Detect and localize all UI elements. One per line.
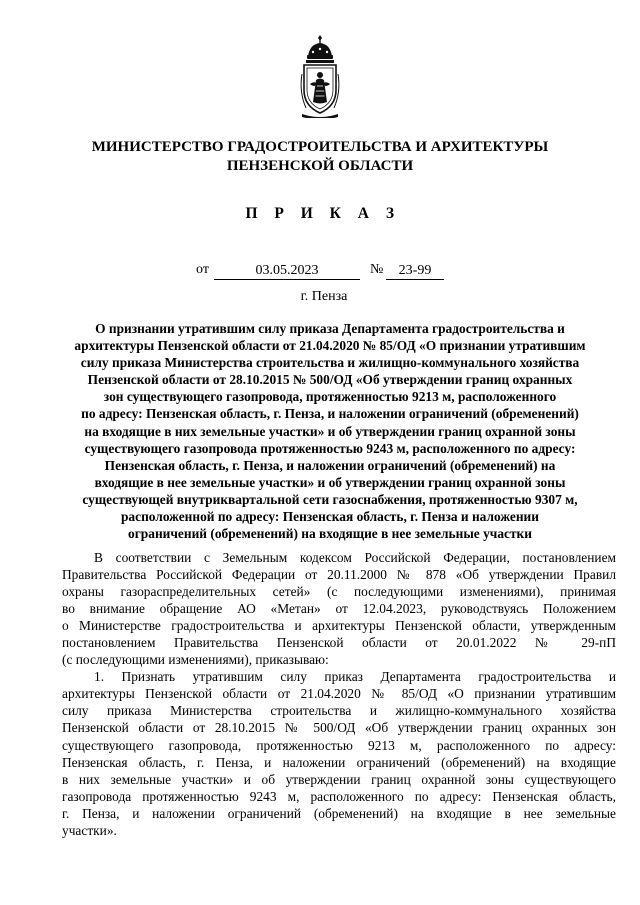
coat-of-arms-icon xyxy=(296,34,344,118)
document-date: 03.05.2023 xyxy=(214,262,360,280)
body-line: Правительства Российской Федерации от 20.11.2000 № 878 «Об утверждении Правил xyxy=(62,567,616,583)
number-prefix: № xyxy=(370,262,384,277)
title-line: зон существующего газопровода, протяженностью 9213 м, расположенного xyxy=(103,389,557,405)
body-line: в них земельные участки» и об утверждении границ охранной зоны существующего xyxy=(62,771,616,787)
title-line: расположенной по адресу: Пензенская область, г. Пенза и наложении xyxy=(120,509,539,525)
body-line: участки». xyxy=(62,822,117,838)
body-line: во внимание обращение АО «Метан» от 12.04.2023, руководствуясь Положением xyxy=(62,601,616,617)
document-number: 23-99 xyxy=(386,262,444,280)
body-line: о Министерстве градостроительства и архитектуры Пензенской области, утвержденным xyxy=(62,618,616,634)
ministry-name xyxy=(0,138,640,176)
document-body xyxy=(62,549,616,839)
document-title xyxy=(60,320,600,542)
document-type-heading: П Р И К А З xyxy=(245,205,401,222)
title-line: входящие в нее земельные участки» и об утверждении границ охранной зоны xyxy=(94,474,566,490)
title-line: на входящие в них земельные участки» и об утверждении границ охранной зоны xyxy=(84,423,576,439)
title-line: О признании утратившим силу приказа Департамента градостроительства и xyxy=(95,321,565,336)
body-line: архитектуры Пензенской области от 21.04.2020 № 85/ОД «О признании утратившим xyxy=(62,686,616,702)
title-line: существующего газопровода протяженностью 9243 м, расположенного по адресу: xyxy=(84,440,576,456)
body-line: г. Пенза, и наложении ограничений (обременений) на входящие в нее земельные xyxy=(62,805,616,821)
body-line: 1. Признать утратившим силу приказ Департамента градостроительства и xyxy=(94,669,616,685)
body-line: существующего газопровода, протяженностью 9213 м, расположенного по адресу: xyxy=(62,737,616,753)
title-line: ограничений (обременений) на входящие в нее земельные участки xyxy=(128,526,532,542)
body-line: Пензенской области от 28.10.2015 № 500/ОД «Об утверждении границ охранных зон xyxy=(62,720,616,736)
date-prefix: от xyxy=(196,262,209,277)
title-line: Пензенской области от 28.10.2015 № 500/ОД «Об утверждении границ охранных xyxy=(87,372,573,388)
title-line: архитектуры Пензенской области от 21.04.2020 № 85/ОД «О признании утратившим xyxy=(74,338,586,354)
title-line: по адресу: Пензенская область, г. Пенза, и наложении ограничений (обременений) xyxy=(81,406,579,422)
body-line: охраны газораспределительных сетей» (с последующими изменениями), принимая xyxy=(62,584,616,600)
title-line: существующей внутриквартальной сети газоснабжения, протяженностью 9307 м, xyxy=(82,491,578,507)
body-line: Пензенская область, г. Пенза, и наложении ограничений (обременений) на входящие xyxy=(62,754,616,770)
body-line: постановлением Правительства Пензенской области от 20.01.2022 № 29-пП xyxy=(62,635,616,651)
title-line: силу приказа Министерства строительства и жилищно-коммунального хозяйства xyxy=(80,355,580,371)
body-line: (с последующими изменениями), приказываю: xyxy=(62,652,329,668)
body-line: силу приказа Министерства строительства и жилищно-коммунального хозяйства xyxy=(62,703,616,719)
body-line: В соответствии с Земельным кодексом Российской Федерации, постановлением xyxy=(94,550,616,565)
title-line: Пензенская область, г. Пенза, и наложении ограничений (обременений) на xyxy=(104,457,556,473)
city: г. Пенза xyxy=(300,289,348,304)
body-line: газопровода протяженностью 9243 м, расположенного по адресу: Пензенская область, xyxy=(62,788,616,804)
ministry-line: МИНИСТЕРСТВО ГРАДОСТРОИТЕЛЬСТВА И АРХИТЕКТУРЫ xyxy=(91,139,549,155)
ministry-line: ПЕНЗЕНСКОЙ ОБЛАСТИ xyxy=(226,158,414,174)
